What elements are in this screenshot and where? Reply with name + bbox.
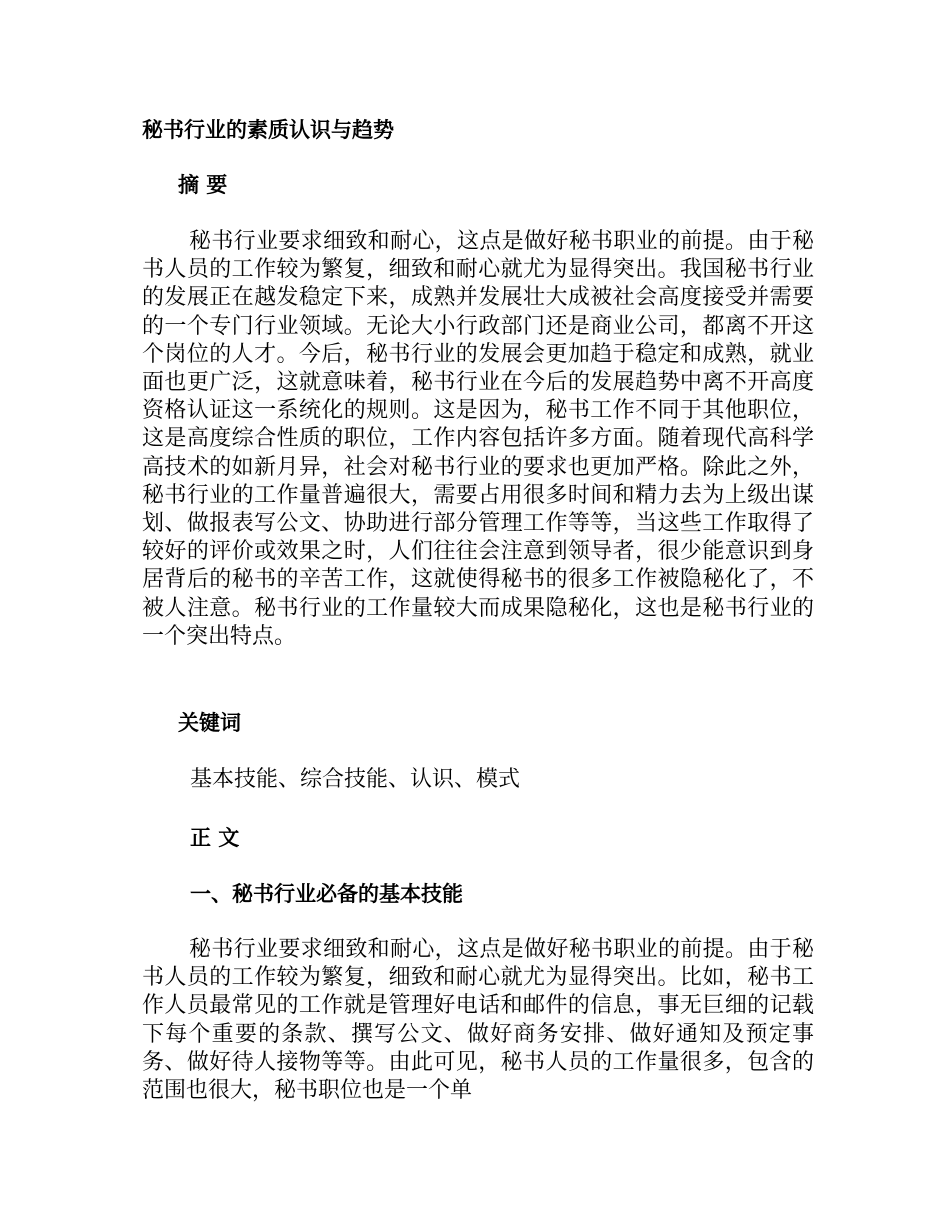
section-heading: 一、秘书行业必备的基本技能 (190, 881, 463, 906)
section-paragraph: 秘书行业要求细致和耐心，这点是做好秘书职业的前提。由于秘书人员的工作较为繁复，细致和耐心就尤为显得突出。比如，秘书工作人员最常见的工作就是管理好电话和邮件的信息，事无巨细的记载下每个重要的条款、撰写公文、做好商务安排、做好通知及预定事务、做好待人接物等等。由此可见，秘书人员的工作量很多，包含的范围也很大，秘书职位也是一个单 (142, 937, 814, 1104)
abstract-paragraph: 秘书行业要求细致和耐心，这点是做好秘书职业的前提。由于秘书人员的工作较为繁复，细致和耐心就尤为显得突出。我国秘书行业的发展正在越发稳定下来，成熟并发展壮大成被社会高度接受并需要的一个专门行业领域。无论大小行政部门还是商业公司，都离不开这个岗位的人才。今后，秘书行业的发展会更加趋于稳定和成熟，就业面也更广泛，这就意味着，秘书行业在今后的发展趋势中离不开高度资格认证这一系统化的规则。这是因为，秘书工作不同于其他职位，这是高度综合性质的职位，工作内容包括许多方面。随着现代高科学高技术的如新月异，社会对秘书行业的要求也更加严格。除此之外，秘书行业的工作量普遍很大，需要占用很多时间和精力去为上级出谋划、做报表写公文、协助进行部分管理工作等等，当这些工作取得了较好的评价或效果之时，人们往往会注意到领导者，很少能意识到身居背后的秘书的辛苦工作，这就使得秘书的很多工作被隐秘化了，不被人注意。秘书行业的工作量较大而成果隐秘化，这也是秘书行业的一个突出特点。 (142, 229, 814, 649)
keywords-list: 基本技能、综合技能、认识、模式 (190, 767, 521, 792)
document-title: 秘书行业的素质认识与趋势 (142, 117, 394, 142)
keywords-heading: 关键词 (178, 710, 241, 735)
abstract-heading: 摘 要 (178, 172, 228, 197)
body-heading: 正 文 (190, 825, 240, 850)
